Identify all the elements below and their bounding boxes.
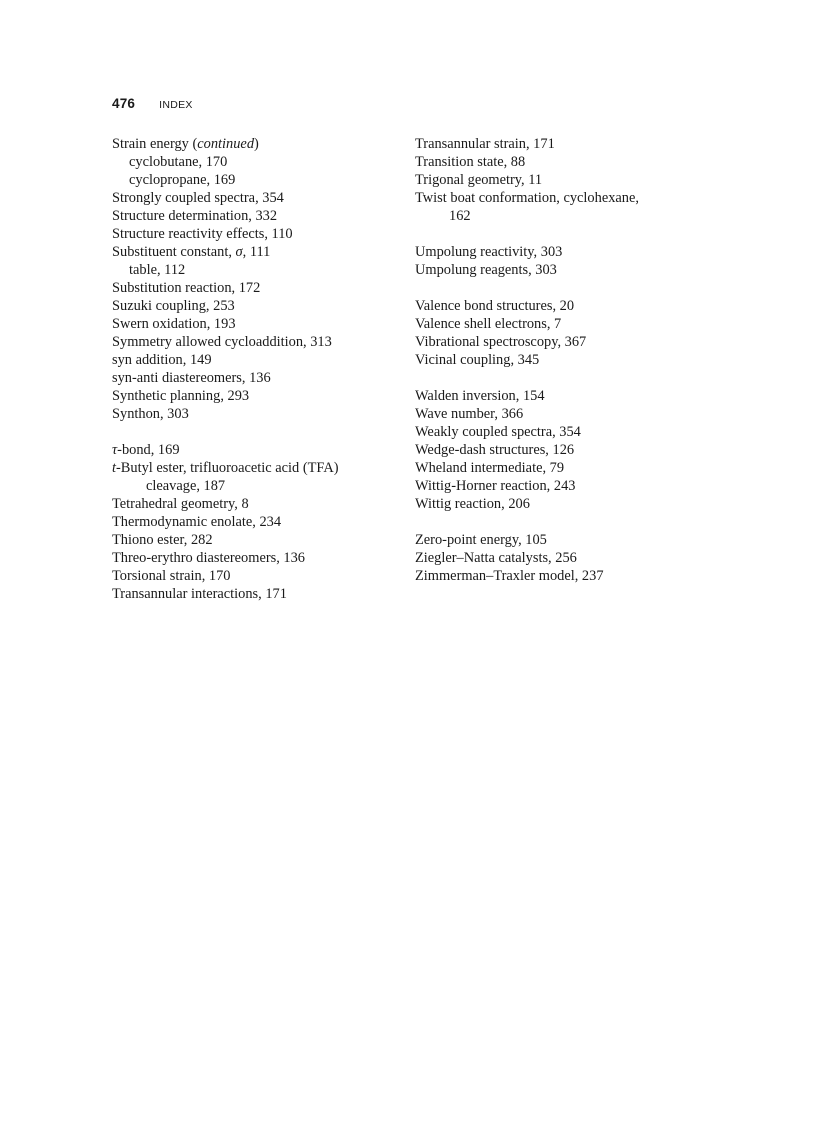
index-entry (112, 405, 412, 423)
index-entry-text: t (112, 460, 116, 476)
index-entry (415, 351, 735, 369)
index-entry (415, 189, 735, 207)
index-entry (415, 387, 735, 405)
index-entry-text: Synthetic planning, 293 (112, 388, 250, 404)
index-subentry (112, 261, 412, 279)
index-column-right (415, 135, 735, 585)
index-entry (112, 459, 412, 477)
index-entry-text: Valence bond structures, 20 (415, 298, 575, 314)
index-entry-text: τ (112, 442, 118, 458)
index-entry-text: Symmetry allowed cycloaddition, 313 (112, 334, 332, 350)
index-entry-text: σ (235, 244, 243, 260)
index-entry (112, 567, 412, 585)
index-entry (112, 387, 412, 405)
index-entry-text: Thiono ester, 282 (112, 532, 213, 548)
index-entry-text: cyclopropane, 169 (129, 172, 236, 188)
index-entry (415, 423, 735, 441)
index-subentry (112, 171, 412, 189)
index-entry-text: , 111 (242, 244, 271, 260)
index-entry-text: Tetrahedral geometry, 8 (112, 496, 249, 512)
letter-group-gap (415, 369, 735, 387)
index-entry (415, 171, 735, 189)
index-entry (415, 477, 735, 495)
index-entry-continuation (415, 207, 735, 225)
index-entry-text: -Butyl ester, trifluoroacetic acid (TFA) (116, 460, 339, 476)
index-entry (112, 135, 412, 153)
index-entry-text: Umpolung reactivity, 303 (415, 244, 563, 260)
index-entry (112, 513, 412, 531)
index-entry (112, 495, 412, 513)
index-entry-text: Synthon, 303 (112, 406, 189, 422)
letter-group-gap (415, 279, 735, 297)
index-entry-text: Torsional strain, 170 (112, 568, 231, 584)
index-entry (415, 549, 735, 567)
index-entry-text: syn-anti diastereomers, 136 (112, 370, 271, 386)
index-entry-text: Valence shell electrons, 7 (415, 316, 562, 332)
index-entry (112, 369, 412, 387)
index-entry-text: Structure reactivity effects, 110 (112, 226, 293, 242)
index-entry (415, 441, 735, 459)
index-subentry (112, 153, 412, 171)
index-entry-text: Zimmerman–Traxler model, 237 (415, 568, 604, 584)
index-entry (415, 315, 735, 333)
index-entry (112, 243, 412, 261)
index-entry (415, 531, 735, 549)
index-entry (112, 549, 412, 567)
index-entry-text: Ziegler–Natta catalysts, 256 (415, 550, 577, 566)
index-entry-text: Weakly coupled spectra, 354 (415, 424, 581, 440)
index-entry (415, 135, 735, 153)
index-entry-text: Walden inversion, 154 (415, 388, 545, 404)
index-entry-text: Strongly coupled spectra, 354 (112, 190, 284, 206)
index-entry-text: Wittig-Horner reaction, 243 (415, 478, 576, 494)
index-entry (415, 495, 735, 513)
page-number: 476 (112, 96, 136, 111)
running-head: INDEX (159, 99, 193, 111)
page-header (112, 95, 193, 113)
index-entry (415, 297, 735, 315)
index-entry-text: table, 112 (129, 262, 186, 278)
index-entry (112, 333, 412, 351)
index-entry-text: Structure determination, 332 (112, 208, 278, 224)
index-entry (415, 459, 735, 477)
index-entry-text: Transannular strain, 171 (415, 136, 555, 152)
index-entry-text: Threo-erythro diastereomers, 136 (112, 550, 306, 566)
index-entry-text: 162 (449, 208, 471, 224)
index-entry (415, 261, 735, 279)
index-entry (112, 207, 412, 225)
index-entry-text: Wedge-dash structures, 126 (415, 442, 575, 458)
index-entry-text: Substitution reaction, 172 (112, 280, 261, 296)
index-entry (415, 567, 735, 585)
index-entry (112, 279, 412, 297)
index-entry-text: Trigonal geometry, 11 (415, 172, 543, 188)
letter-group-gap (415, 225, 735, 243)
index-entry (112, 297, 412, 315)
index-entry-text: cyclobutane, 170 (129, 154, 228, 170)
letter-group-gap (112, 423, 412, 441)
index-entry-text: Umpolung reagents, 303 (415, 262, 557, 278)
index-entry-text: Vibrational spectroscopy, 367 (415, 334, 587, 350)
index-entry (415, 243, 735, 261)
index-entry-text: cleavage, 187 (146, 478, 226, 494)
index-entry (112, 585, 412, 603)
index-entry-text: ) (254, 136, 259, 152)
index-entry-text: syn addition, 149 (112, 352, 212, 368)
index-entry-continuation (112, 477, 412, 495)
index-entry-text: Substituent constant, (112, 244, 236, 260)
index-entry-text: Wave number, 366 (415, 406, 524, 422)
index-entry (112, 189, 412, 207)
index-entry-text: Strain energy ( (112, 136, 198, 152)
index-entry-text: Wittig reaction, 206 (415, 496, 530, 512)
index-entry-text: Swern oxidation, 193 (112, 316, 236, 332)
index-entry (112, 351, 412, 369)
index-entry-text: -bond, 169 (117, 442, 180, 458)
index-entry-text: Zero-point energy, 105 (415, 532, 547, 548)
index-entry (112, 531, 412, 549)
letter-group-gap (415, 513, 735, 531)
index-entry-text: Wheland intermediate, 79 (415, 460, 565, 476)
index-entry-text: continued (197, 136, 255, 152)
index-entry (112, 225, 412, 243)
index-entry (112, 441, 412, 459)
index-entry-text: Thermodynamic enolate, 234 (112, 514, 282, 530)
index-entry (415, 405, 735, 423)
index-entry-text: Transition state, 88 (415, 154, 526, 170)
index-entry (415, 333, 735, 351)
index-entry (112, 315, 412, 333)
index-column-left (112, 135, 412, 603)
index-entry-text: Vicinal coupling, 345 (415, 352, 540, 368)
index-entry-text: Transannular interactions, 171 (112, 586, 287, 602)
index-entry-text: Suzuki coupling, 253 (112, 298, 235, 314)
index-entry-text: Twist boat conformation, cyclohexane, (415, 190, 639, 206)
index-entry (415, 153, 735, 171)
